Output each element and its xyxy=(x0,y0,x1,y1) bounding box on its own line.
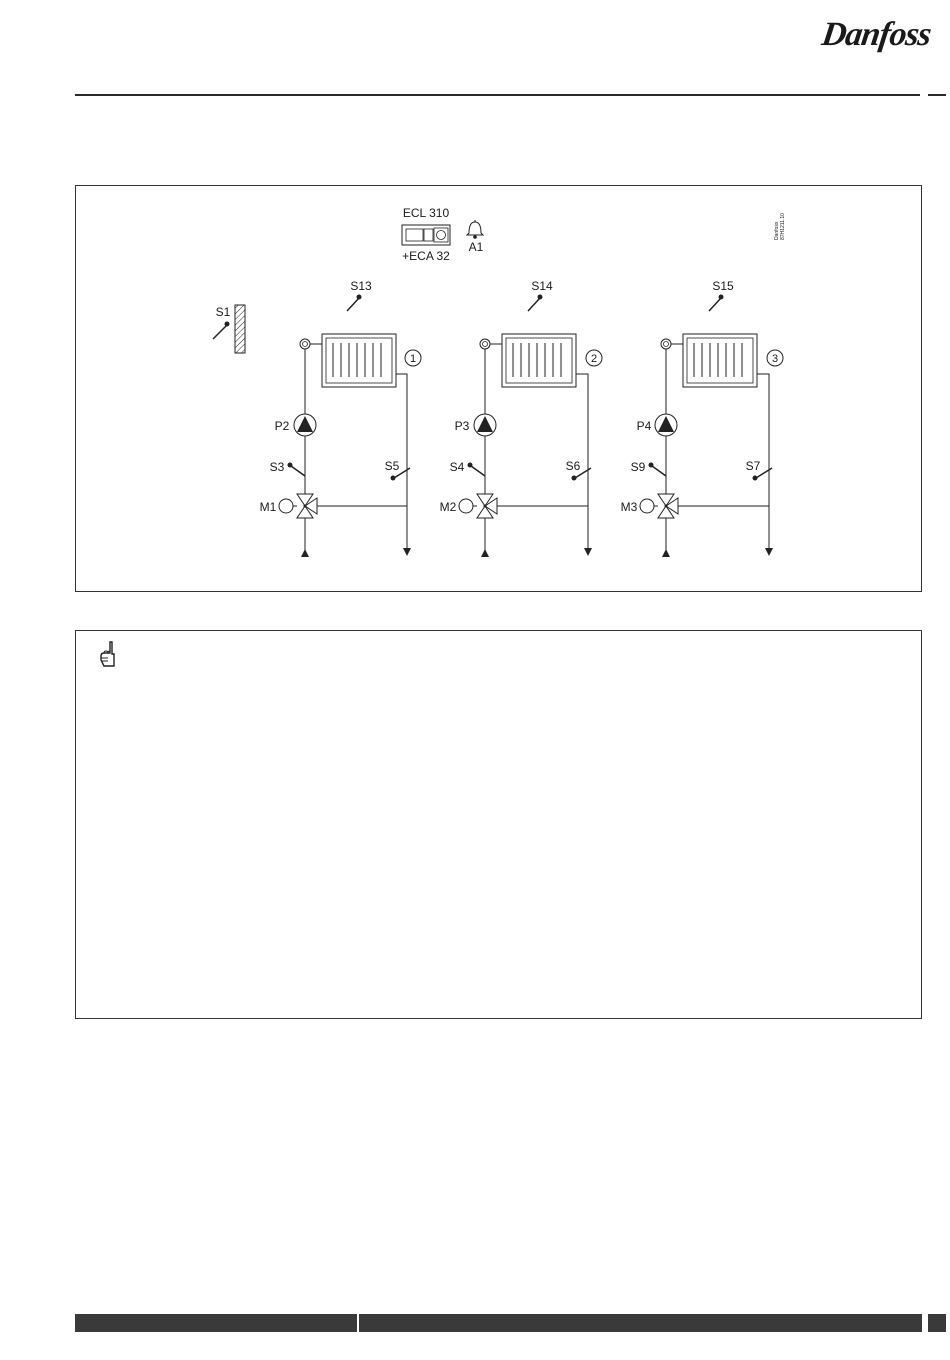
pump-label: P4 xyxy=(636,419,652,433)
three-way-valve-icon xyxy=(658,494,678,518)
header-rule-tick xyxy=(928,94,946,96)
controller-name: ECL 310 xyxy=(402,206,450,220)
three-way-valve-icon xyxy=(297,494,317,518)
valve-label: M3 xyxy=(620,500,638,514)
alarm-bell-icon xyxy=(467,220,483,239)
radiator-icon xyxy=(322,334,396,387)
heating-circuit xyxy=(260,279,421,557)
note-box xyxy=(75,630,922,1019)
pump-label: P3 xyxy=(454,419,470,433)
valve-label: M1 xyxy=(259,500,277,514)
three-way-valve-icon xyxy=(477,494,497,518)
footer-bar-right xyxy=(359,1314,922,1332)
radiator-valve-icon xyxy=(300,339,310,349)
radiator-icon xyxy=(683,334,757,387)
room-sensor-label: S15 xyxy=(712,279,734,293)
drawing-ref-number: 87H1211.10 xyxy=(780,213,786,240)
valve-motor-icon xyxy=(640,499,654,513)
flow-sensor-label: S9 xyxy=(630,460,646,474)
pointing-hand-icon xyxy=(96,640,122,670)
heating-circuit xyxy=(440,279,602,557)
circuit-number: 3 xyxy=(771,353,779,365)
room-sensor-label: S13 xyxy=(350,279,372,293)
controller-module: +ECA 32 xyxy=(402,249,450,263)
radiator-valve-icon xyxy=(661,339,671,349)
valve-motor-icon xyxy=(459,499,473,513)
brand-logo: Danfoss xyxy=(819,16,933,53)
pump-label: P2 xyxy=(274,419,290,433)
valve-label: M2 xyxy=(439,500,457,514)
footer-bar-left xyxy=(75,1314,357,1332)
alarm-label: A1 xyxy=(468,240,484,254)
circuit-number: 2 xyxy=(590,353,598,365)
return-sensor-label: S6 xyxy=(565,459,581,473)
return-sensor-label: S5 xyxy=(384,459,400,473)
valve-motor-icon xyxy=(279,499,293,513)
return-sensor-label: S7 xyxy=(745,459,761,473)
radiator-icon xyxy=(502,334,576,387)
room-sensor-label: S14 xyxy=(531,279,553,293)
radiator-valve-icon xyxy=(480,339,490,349)
flow-sensor-label: S3 xyxy=(269,460,285,474)
controller xyxy=(402,206,450,263)
heating-circuit xyxy=(621,279,783,557)
flow-sensor-label: S4 xyxy=(449,460,465,474)
circuit-number: 1 xyxy=(409,353,417,365)
drawing-ref-brand: Danfoss xyxy=(774,221,780,240)
header-rule xyxy=(75,94,920,96)
outdoor-sensor-label: S1 xyxy=(215,305,231,319)
heating-system-diagram xyxy=(75,185,922,592)
footer-bar-tick xyxy=(928,1314,946,1332)
outdoor-sensor xyxy=(213,305,245,353)
outdoor-wall xyxy=(235,305,245,353)
